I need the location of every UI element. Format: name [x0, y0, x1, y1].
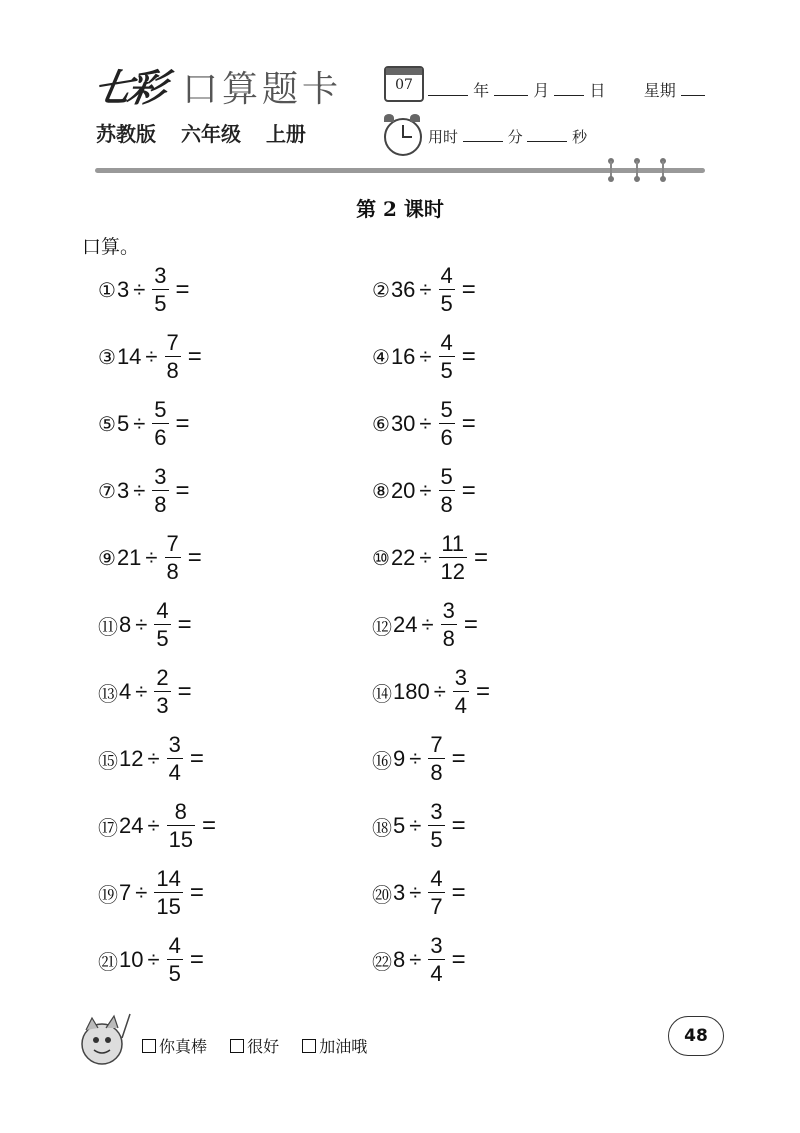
numerator: 3 — [442, 598, 455, 623]
calendar-number: 07 — [395, 77, 413, 93]
dividend: 36 — [390, 277, 416, 302]
problem-item — [98, 932, 204, 988]
numerator: 7 — [430, 732, 443, 757]
problem-item — [372, 664, 490, 720]
dividend: 4 — [119, 679, 132, 704]
numerator: 8 — [174, 799, 187, 824]
alarm-clock-icon — [384, 118, 422, 156]
divide-sign: ÷ — [419, 344, 432, 369]
rating-option-good[interactable]: 很好 — [230, 1034, 279, 1057]
day-blank[interactable] — [554, 83, 584, 96]
problem-number: ㉑ — [98, 951, 118, 974]
dividend: 20 — [390, 478, 416, 503]
problem-number: ② — [372, 279, 390, 302]
denominator: 15 — [168, 827, 194, 852]
denominator: 7 — [430, 894, 443, 919]
numerator: 3 — [168, 732, 181, 757]
denominator: 4 — [454, 693, 468, 718]
equals-sign: = — [175, 477, 190, 504]
divisor-fraction — [167, 734, 183, 784]
problem-item — [372, 530, 488, 586]
divisor-fraction — [154, 868, 182, 918]
divide-sign: ÷ — [409, 947, 422, 972]
divisor-fraction — [152, 399, 168, 449]
binder-ring-icon — [660, 158, 666, 182]
checkbox-icon[interactable] — [142, 1039, 156, 1053]
problem-number: ⑪ — [98, 616, 118, 639]
divisor-fraction — [428, 734, 444, 784]
denominator: 8 — [442, 626, 455, 651]
divisor-fraction — [428, 935, 444, 985]
dividend: 14 — [116, 344, 142, 369]
month-label: 月 — [533, 81, 550, 100]
equals-sign: = — [202, 812, 217, 839]
numerator: 4 — [440, 263, 453, 288]
divide-sign: ÷ — [145, 545, 158, 570]
problem-number: ⑲ — [98, 884, 118, 907]
problem-item — [98, 664, 192, 720]
problem-number: ⑧ — [372, 480, 390, 503]
equals-sign: = — [461, 276, 476, 303]
year-blank[interactable] — [428, 83, 468, 96]
checkbox-icon[interactable] — [302, 1039, 316, 1053]
problem-number: ⑦ — [98, 480, 116, 503]
divide-sign: ÷ — [419, 545, 432, 570]
divide-sign: ÷ — [133, 478, 146, 503]
equals-sign: = — [187, 343, 202, 370]
grade-label: 六年级 — [180, 122, 241, 146]
page-number: 48 — [668, 1016, 724, 1056]
brand-logo: 七彩 — [90, 65, 167, 110]
denominator: 15 — [156, 894, 181, 919]
dividend: 10 — [119, 947, 144, 972]
problem-item — [372, 463, 476, 519]
rating-option-great[interactable]: 你真棒 — [142, 1034, 207, 1057]
problem-number: ① — [98, 279, 116, 302]
denominator: 8 — [430, 760, 443, 785]
divide-sign: ÷ — [133, 411, 146, 436]
minutes-blank[interactable] — [463, 129, 503, 142]
numerator: 4 — [156, 598, 169, 623]
divisor-fraction — [439, 466, 455, 516]
weekday-label: 星期 — [643, 81, 676, 100]
day-label: 日 — [589, 81, 606, 100]
numerator: 5 — [440, 397, 453, 422]
dividend: 30 — [390, 411, 416, 436]
denominator: 5 — [430, 827, 443, 852]
divide-sign: ÷ — [409, 880, 422, 905]
divisor-fraction — [439, 399, 455, 449]
denominator: 8 — [440, 492, 453, 517]
problem-item — [372, 329, 476, 385]
dividend: 5 — [116, 411, 130, 436]
problem-number: ⑱ — [372, 817, 392, 840]
problem-item — [372, 396, 476, 452]
volume-label: 上册 — [265, 122, 306, 146]
divisor-fraction — [428, 801, 444, 851]
dividend: 5 — [393, 813, 406, 838]
binder-ring-icon — [608, 158, 614, 182]
dividend: 12 — [119, 746, 144, 771]
time-used-label: 用时 — [428, 128, 459, 146]
denominator: 5 — [440, 358, 453, 383]
dividend: 8 — [119, 612, 132, 637]
divisor-fraction — [428, 868, 444, 918]
numerator: 5 — [154, 397, 167, 422]
divisor-fraction — [167, 935, 183, 985]
weekday-blank[interactable] — [681, 83, 705, 96]
equals-sign: = — [175, 276, 190, 303]
dividend: 22 — [390, 545, 416, 570]
numerator: 7 — [166, 531, 179, 556]
edition-label: 苏教版 — [96, 122, 156, 146]
divide-sign: ÷ — [433, 679, 446, 704]
numerator: 3 — [430, 799, 443, 824]
numerator: 2 — [156, 665, 169, 690]
divide-sign: ÷ — [135, 612, 148, 637]
divide-sign: ÷ — [419, 277, 432, 302]
numerator: 3 — [430, 933, 443, 958]
divisor-fraction — [154, 600, 170, 650]
dividend: 21 — [116, 545, 142, 570]
self-rating — [142, 1034, 385, 1057]
divisor-fraction — [439, 265, 455, 315]
denominator: 6 — [440, 425, 453, 450]
problem-item — [98, 865, 204, 921]
dividend: 8 — [393, 947, 406, 972]
seconds-label: 秒 — [572, 128, 588, 146]
divide-sign: ÷ — [145, 344, 158, 369]
problem-number: ⑭ — [372, 683, 392, 706]
divisor-fraction — [439, 533, 467, 583]
numerator: 7 — [166, 330, 179, 355]
rating-option-keep-trying[interactable]: 加油哦 — [302, 1034, 367, 1057]
equals-sign: = — [473, 544, 488, 571]
equals-sign: = — [175, 410, 190, 437]
problem-number: ④ — [372, 346, 390, 369]
calendar-icon — [384, 66, 424, 102]
divisor-fraction — [439, 332, 455, 382]
denominator: 3 — [156, 693, 169, 718]
dividend: 24 — [119, 813, 144, 838]
equals-sign: = — [177, 611, 192, 638]
page-header — [90, 62, 710, 182]
divide-sign: ÷ — [409, 746, 422, 771]
dividend: 9 — [393, 746, 406, 771]
denominator: 8 — [166, 559, 179, 584]
equals-sign: = — [187, 544, 202, 571]
divisor-fraction — [167, 801, 195, 851]
problem-item — [372, 262, 476, 318]
divisor-fraction — [152, 466, 168, 516]
dividend: 3 — [116, 478, 130, 503]
card-title: 口算题卡 — [182, 69, 343, 110]
equals-sign: = — [461, 343, 476, 370]
equals-sign: = — [461, 477, 476, 504]
problem-item — [372, 597, 478, 653]
minutes-label: 分 — [507, 128, 523, 146]
problem-item — [372, 731, 466, 787]
divide-sign: ÷ — [421, 612, 434, 637]
divisor-fraction — [165, 332, 181, 382]
numerator: 4 — [168, 933, 181, 958]
divide-sign: ÷ — [147, 947, 160, 972]
denominator: 5 — [168, 961, 181, 986]
problem-number: ⑰ — [98, 817, 118, 840]
problem-number: ⑬ — [98, 683, 118, 706]
divisor-fraction — [165, 533, 181, 583]
divide-sign: ÷ — [147, 813, 160, 838]
problem-number: ③ — [98, 346, 116, 369]
year-label: 年 — [473, 81, 490, 100]
dividend: 7 — [119, 880, 132, 905]
problem-item — [98, 329, 202, 385]
problem-item — [372, 932, 466, 988]
divide-sign: ÷ — [135, 679, 148, 704]
denominator: 5 — [154, 291, 167, 316]
seconds-blank[interactable] — [527, 129, 567, 142]
divisor-fraction — [441, 600, 457, 650]
equals-sign: = — [451, 745, 466, 772]
denominator: 6 — [154, 425, 167, 450]
mascot-icon — [72, 1008, 136, 1072]
checkbox-icon[interactable] — [230, 1039, 244, 1053]
problem-item — [372, 798, 466, 854]
equals-sign: = — [461, 410, 476, 437]
equals-sign: = — [451, 812, 466, 839]
numerator: 3 — [454, 665, 468, 690]
numerator: 11 — [441, 531, 465, 556]
problem-item — [372, 865, 466, 921]
time-fields — [428, 126, 587, 147]
divisor-fraction — [152, 265, 168, 315]
dividend: 16 — [390, 344, 416, 369]
problem-number: ⑩ — [372, 547, 390, 570]
denominator: 8 — [154, 492, 167, 517]
equals-sign: = — [189, 879, 204, 906]
problem-number: ⑨ — [98, 547, 116, 570]
binder-ring-icon — [634, 158, 640, 182]
problem-item — [98, 530, 202, 586]
equals-sign: = — [189, 946, 204, 973]
problem-item — [98, 463, 190, 519]
divide-sign: ÷ — [409, 813, 422, 838]
divisor-fraction — [453, 667, 469, 717]
dividend: 180 — [393, 679, 430, 704]
divide-sign: ÷ — [419, 411, 432, 436]
edition-line — [96, 122, 324, 146]
month-blank[interactable] — [494, 83, 528, 96]
problem-item — [98, 597, 192, 653]
numerator: 4 — [440, 330, 453, 355]
equals-sign: = — [463, 611, 478, 638]
denominator: 5 — [156, 626, 169, 651]
dividend: 3 — [393, 880, 406, 905]
dividend: 24 — [393, 612, 418, 637]
date-fields — [428, 78, 705, 101]
problem-number: ⑮ — [98, 750, 118, 773]
denominator: 4 — [168, 760, 181, 785]
divide-sign: ÷ — [419, 478, 432, 503]
problem-item — [98, 396, 190, 452]
problem-number: ⑳ — [372, 884, 392, 907]
problem-number: ⑫ — [372, 616, 392, 639]
equals-sign: = — [189, 745, 204, 772]
denominator: 8 — [166, 358, 179, 383]
lesson-title: 第 2 课时 — [356, 197, 444, 221]
problem-item — [98, 262, 190, 318]
problem-number: ⑤ — [98, 413, 116, 436]
numerator: 4 — [430, 866, 443, 891]
problem-item — [98, 798, 216, 854]
problem-number: ⑯ — [372, 750, 392, 773]
divide-sign: ÷ — [147, 746, 160, 771]
numerator: 5 — [440, 464, 453, 489]
problem-number: ⑥ — [372, 413, 390, 436]
denominator: 5 — [440, 291, 453, 316]
numerator: 3 — [154, 263, 167, 288]
divide-sign: ÷ — [135, 880, 148, 905]
denominator: 4 — [430, 961, 443, 986]
instruction-text: 口算。 — [82, 236, 140, 258]
numerator: 14 — [156, 866, 181, 891]
equals-sign: = — [451, 879, 466, 906]
divide-sign: ÷ — [133, 277, 146, 302]
numerator: 3 — [154, 464, 167, 489]
problem-number: ㉒ — [372, 951, 392, 974]
equals-sign: = — [476, 678, 491, 705]
denominator: 12 — [440, 559, 465, 584]
dividend: 3 — [116, 277, 130, 302]
equals-sign: = — [177, 678, 192, 705]
equals-sign: = — [451, 946, 466, 973]
divisor-fraction — [154, 667, 170, 717]
problem-item — [98, 731, 204, 787]
